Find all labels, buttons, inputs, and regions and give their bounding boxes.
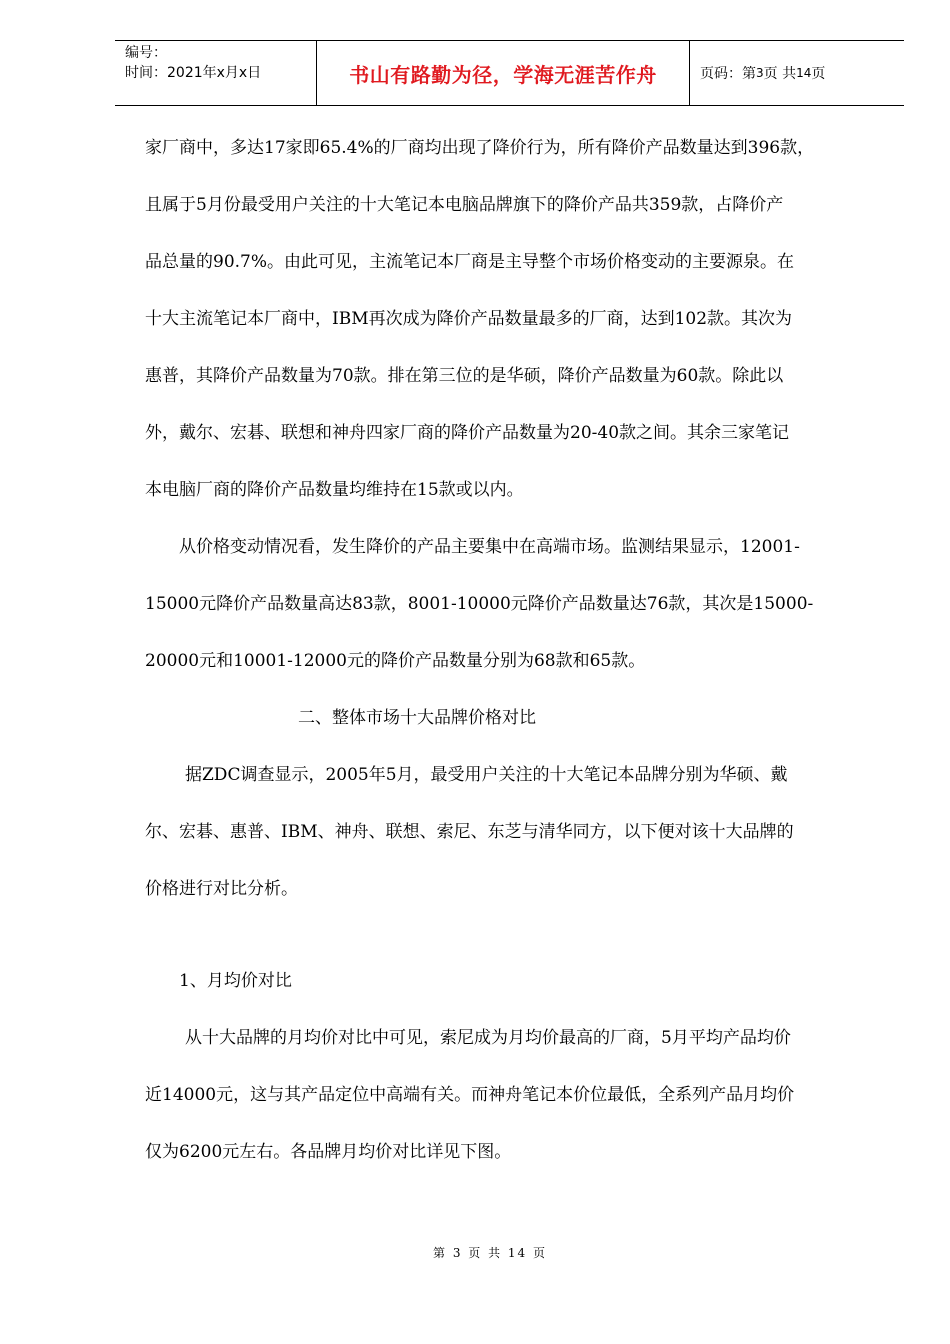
page-footer: 第 3 页 共 14 页 xyxy=(433,1246,547,1260)
body-line: 惠普，其降价产品数量为70款。排在第三位的是华硕，降价产品数量为60款。除此以 xyxy=(145,366,784,386)
body-line: 且属于5月份最受用户关注的十大笔记本电脑品牌旗下的降价产品共359款，占降价产 xyxy=(145,195,784,215)
page-header xyxy=(115,40,904,106)
body-line: 从十大品牌的月均价对比中可见，索尼成为月均价最高的厂商，5月平均产品均价 xyxy=(185,1028,791,1048)
page-suffix: 页 xyxy=(811,66,826,82)
body-line: 尔、宏碁、惠普、IBM、神舟、联想、索尼、东芝与清华同方，以下便对该十大品牌的 xyxy=(145,822,794,842)
header-motto: 书山有路勤为径，学海无涯苦作舟 xyxy=(316,41,690,105)
body-line: 从价格变动情况看，发生降价的产品主要集中在高端市场。监测结果显示，12001- xyxy=(179,537,800,557)
section-heading: 二、整体市场十大品牌价格对比 xyxy=(298,708,536,728)
header-page-info xyxy=(690,41,904,105)
body-line: 品总量的90.7%。由此可见，主流笔记本厂商是主导整个市场价格变动的主要源泉。在 xyxy=(145,252,795,272)
page-total: 14 xyxy=(796,66,812,80)
sub-heading: 1、月均价对比 xyxy=(179,971,292,991)
spacer xyxy=(145,918,885,953)
body-line: 15000元降价产品数量高达83款，8001-10000元降价产品数量达76款，其次是15000- xyxy=(145,594,814,614)
page-prefix: 页码：第 xyxy=(700,66,756,82)
header-meta xyxy=(115,41,316,105)
document-time-label: 时间：2021年x月x日 xyxy=(125,65,262,81)
body-line: 十大主流笔记本厂商中，IBM再次成为降价产品数量最多的厂商，达到102款。其次为 xyxy=(145,309,793,329)
page-mid: 页 共 xyxy=(763,66,797,82)
body-line: 价格进行对比分析。 xyxy=(145,879,298,899)
body-line: 本电脑厂商的降价产品数量均维持在15款或以内。 xyxy=(145,480,524,500)
document-number-label: 编号： xyxy=(125,45,167,61)
page-current: 3 xyxy=(756,66,764,80)
body-line: 仅为6200元左右。各品牌月均价对比详见下图。 xyxy=(145,1142,512,1162)
document-body xyxy=(145,120,885,1181)
body-line: 20000元和10001-12000元的降价产品数量分别为68款和65款。 xyxy=(145,651,646,671)
body-line: 家厂商中，多达17家即65.4%的厂商均出现了降价行为，所有降价产品数量达到396款， xyxy=(145,138,815,158)
body-line: 近14000元，这与其产品定位中高端有关。而神舟笔记本价位最低，全系列产品月均价 xyxy=(145,1085,795,1105)
body-line: 据ZDC调查显示，2005年5月，最受用户关注的十大笔记本品牌分别为华硕、戴 xyxy=(185,765,788,785)
body-line: 外，戴尔、宏碁、联想和神舟四家厂商的降价产品数量为20-40款之间。其余三家笔记 xyxy=(145,423,790,443)
